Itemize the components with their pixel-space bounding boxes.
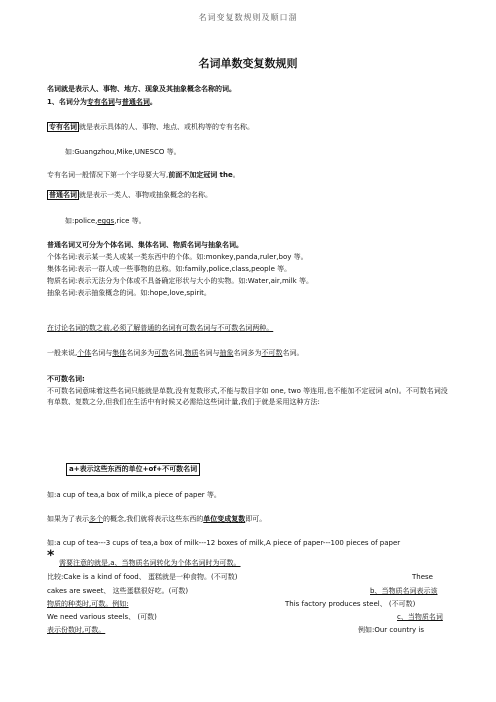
compare-line-3-end: This factory produces steel、 (不可数) [285,600,416,608]
common-noun-definition: 普通名词 就是表示一类人、事物或抽象概念的名称。 [49,191,212,199]
proper-noun-example: 如:Guangzhou,Mike,UNESCO 等。 [65,148,181,156]
category-collective: 集体名词:表示一群人或一些事物的总称。如:family,police,class,people 等。 [47,265,292,273]
formula-box: a+表示这些东西的单位+of+不可数名词 [66,463,200,476]
proper-noun-box: 专有名词 [49,123,77,131]
common-noun-box: 普通名词 [49,191,77,199]
running-header: 名词变复数规则及顺口溜 [198,13,298,22]
page-title: 名词单数变复数规则 [198,57,298,70]
countable-rule: 一般来说,个体名词与集体名词多为可数名词,物质名词与抽象名词多为不可数名词。 [47,349,304,357]
category-material: 物质名词:表示无法分为个体或不具备确定形状与大小的实物。如:Water,air,milk 等。 [47,277,313,285]
compare-line-1-end: These [412,573,433,581]
compare-line-5: 表示份数时,可数。 [47,626,106,634]
intro-line: 名词就是表示人、事物、地方、现象及其抽象概念名称的词。 [47,85,236,93]
intro-classification: 1、名词分为专有名词与普通名词。 [47,98,157,106]
common-noun-example: 如:police,eggs,rice 等。 [65,217,146,225]
plural-example: 如:a cup of tea---3 cups of tea,a box of milk---12 boxes of milk,A piece of paper---100 pieces of paper [47,539,401,547]
compare-line-2-end: b、当物质名词表示该 [370,587,438,595]
category-individual: 个体名词:表示某一类人或某一类东西中的个体。如:monkey,panda,ruler,boy 等。 [47,253,308,261]
compare-line-5-end: 例如:Our country is [358,626,424,634]
asterisk-mark: * [47,548,55,564]
compare-line-2: cakes are sweet、 这些蛋糕很好吃。(可数) [47,587,189,595]
material-noun-note: 需要注意的就是,a、当物质名词转化为个体名词时为可数。 [59,559,241,567]
category-abstract: 抽象名词:表示抽象概念的词。如:hope,love,spirit。 [47,289,211,297]
compare-line-1: 比较:Cake is a kind of food、 蛋糕就是一种食物。(不可数) [47,573,238,581]
compare-line-3: 物质的种类时,可数。例如: [47,600,129,608]
plural-rule: 如果为了表示多个的概念,我们就将表示这些东西的单位变成复数即可。 [47,515,267,523]
uncountable-paragraph: 不可数名词意味着这些名词只能就是单数,没有复数形式,不能与数目字如 one, two 等连用,也不能加不定冠词 a(n)。不可数名词没有单数、复数之分,但我们在生活中有时候又必需给这些词计量,我们于就是采用这种方法: [47,387,448,406]
proper-noun-rule: 专有名词一般情况下第一个字母要大写,前面不加定冠词 the。 [47,171,240,179]
compare-line-4-end: c、当物质名词 [397,613,443,621]
compare-line-4: We need various steels、 (可数) [47,613,157,621]
countable-intro: 在讨论名词的数之前,必须了解普通的名词有可数名词与不可数名词两种。 [47,324,274,332]
uncountable-heading: 不可数名词: [47,375,85,383]
categories-intro: 普通名词又可分为个体名词、集体名词、物质名词与抽象名词。 [47,241,243,249]
proper-noun-definition: 专有名词 就是表示具体的人、事物、地点、或机构等的专有名称。 [49,123,254,131]
units-example: 如:a cup of tea,a box of milk,a piece of paper 等。 [47,491,221,499]
